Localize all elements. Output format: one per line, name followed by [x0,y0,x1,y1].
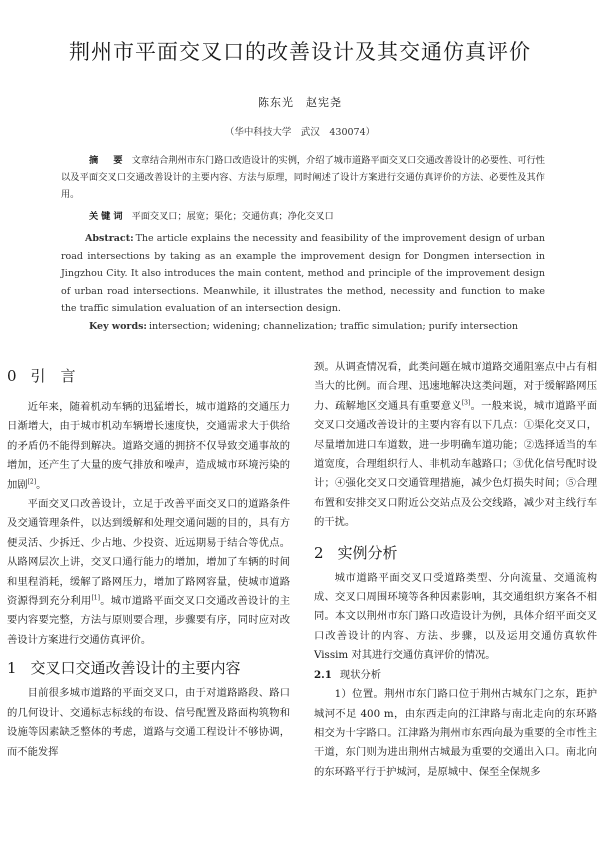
section-1-heading [7,654,290,682]
section-0-heading [7,362,290,390]
abstract-cn [61,152,545,203]
section-0-number: 0 [7,367,17,385]
paper-title: 荆州市平面交叉口的改善设计及其交通仿真评价 [69,40,531,64]
keywords-cn-text: 平面交叉口；展宽；渠化；交通仿真；净化交叉口 [131,211,334,222]
citation-3: [3] [461,399,471,407]
section-2-paragraph-1: 城市道路平面交叉口受道路类型、分向流量、交通流构成、交叉口周围环境等各种因素影响，其交通组织方案各不相同。本文以荆州市东门路口改造设计为例，具体介绍平面交叉口改善设计的内容、方法、步骤，以及运用交通仿真软件 Vissim 对其进行交通仿真评价的情况。 [314,571,597,662]
keywords-en [89,318,545,335]
keywords-cn-label: 关键词 [89,211,126,222]
section-2-heading [314,539,597,567]
right-p1-text-b: 。一般来说，城市道路平面交叉口交通改善设计的主要内容有以下几点：①渠化交叉口，尽量增加进口车道数，进一步明确车道功能；②选择适当的车道宽度，合理组织行人、非机动车越路口；③优化信号配时设计；④强化交叉口交通管理措施，减少色灯损失时间；⑤合理布置和安排交叉口附近公交站点及公交线路，减少对主线行车的干扰。 [314,399,598,529]
section-1-paragraph-1: 目前很多城市道路的平面交叉口，由于对道路路段、路口的几何设计、交通标志标线的布设、信号配置及路面构筑物和设施等因素缺乏整体的考虑，道路与交通工程设计不够协调，而不能发挥 [7,687,290,758]
section-0-title: 引 言 [30,367,76,385]
section-2-1-number: 2.1 [314,668,332,681]
section-2-number: 2 [314,543,324,562]
abstract-en-text: The article explains the necessity and feasibility of the improvement design of urban road intersections by taking as an example the improvement design for Dongmen intersection in Jingzhou City. It also introduces the main content, method and principle of the improvement design of urban road intersections. Meanwhile, it illustrates the method, necessity and function to make the traffic simulation evaluation of an intersection design. [61,233,545,314]
citation-1: [1] [91,594,100,602]
affiliation: （华中科技大学 武汉 430074） [224,127,376,138]
left-column [7,362,290,762]
right-column [314,358,597,782]
section-0-paragraph-2 [7,495,290,650]
keywords-en-text: intersection; widening; channelization; traffic simulation; purify intersection [148,321,519,332]
citation-2: [2] [27,478,37,486]
authors: 陈东光 赵宪尧 [258,96,342,109]
right-p1-text-a: 颈。从调查情况看，此类问题在城市道路交通阻塞点中占有相当大的比例。而合理、迅速地解决这类问题，对于缓解路网压力、疏解地区交通具有重要意义 [314,361,597,412]
abstract-en-label: Abstract: [85,233,134,244]
abstract-cn-text: 文章结合荆州市东门路口改造设计的实例，介绍了城市道路平面交叉口交通改善设计的必要性、可行性以及平面交叉口交通改善设计的主要内容、方法与原理，同时阐述了设计方案进行交通仿真评价的方法、必要性及其作用。 [61,155,545,200]
section-0-p1-text-a: 近年来，随着机动车辆的迅猛增长，城市道路的交通压力日渐增大，由于城市机动车辆增长速度快，交通需求大于供给的矛盾仍不能得到解决。道路交通的拥挤不仅导致交通事故的增加，还产生了大量的废气排放和噪声，造成城市环境污染的加剧 [7,401,290,491]
section-2-title: 实例分析 [337,543,398,562]
section-0-p2-text-a: 平面交叉口改善设计，立足于改善平面交叉口的道路条件及交通管理条件，以达到缓解和处理交通问题的目的，具有方便灵活、少拆迁、少占地、少投资、近远期易于结合等优点。从路网层次上讲，交叉口通行能力的增加，增加了车辆的时间和里程消耗，缓解了路网压力，增加了路网容量，使城市道路资源得到充分利用 [7,498,290,608]
section-0-p2-text-b: 。城市道路平面交叉口交通改善设计的主要内容要完整，方法与原则要合理，步骤要有序，同时应对改善设计方案进行交通仿真评价。 [7,595,291,646]
section-0-p1-text-b: 。 [36,478,47,491]
section-0-paragraph-1 [7,398,290,495]
section-2-1-heading [314,666,597,685]
section-1-title: 交叉口交通改善设计的主要内容 [30,659,241,678]
right-paragraph-1 [314,358,597,533]
abstract-cn-label: 摘 要 [89,155,126,166]
section-2-1-paragraph-1: 1）位置。荆州市东门路口位于荆州古城东门之东，距护城河不足 400 m，由东西走向的江津路与南北走向的东环路相交为十字路口。江津路为荆州市东西向最为重要的全市性主干道，东门则为进出荆州古城最为重要的交通出入口。南北向的东环路平行于护城河，是原城中、保至全保规多 [314,688,597,778]
section-2-1-title: 现状分析 [339,668,382,681]
keywords-cn [89,208,545,225]
abstract-en [61,230,545,318]
section-1-number: 1 [7,659,17,678]
keywords-en-label: Key words: [89,321,147,332]
